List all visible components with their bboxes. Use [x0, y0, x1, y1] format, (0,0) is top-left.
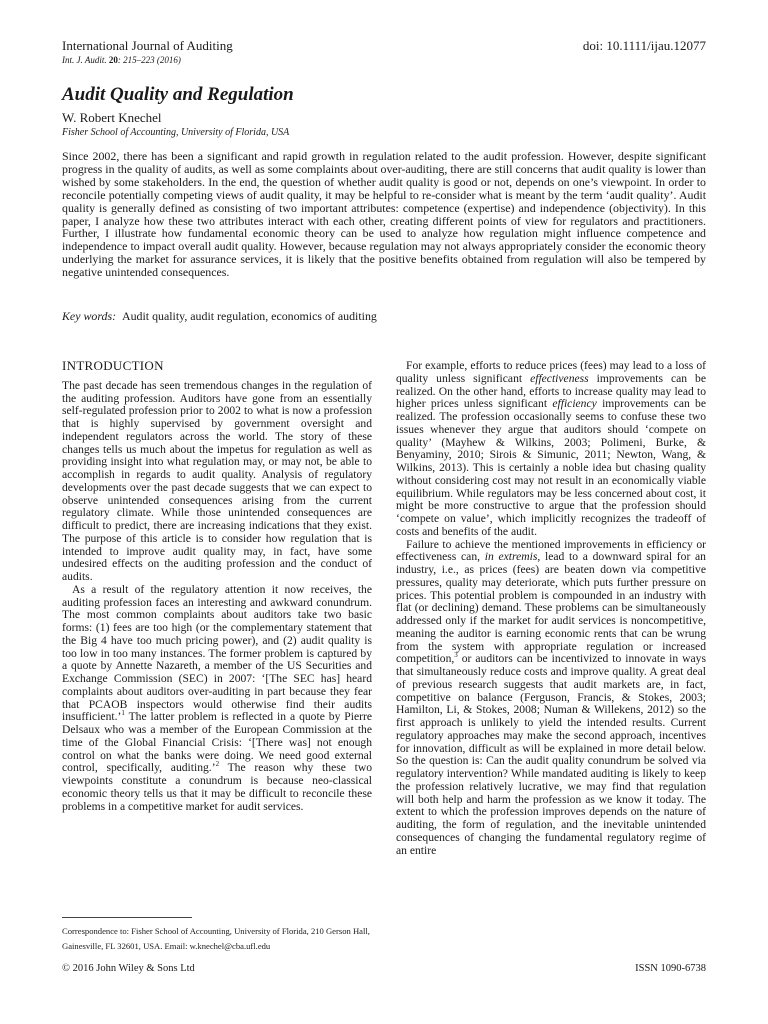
citation-volume: 20 [108, 55, 118, 65]
journal-name: International Journal of Auditing [62, 38, 233, 53]
author-affiliation: Fisher School of Accounting, University of Florida, USA [62, 127, 290, 138]
text-run: or auditors can be incentivized to innovate in ways that simultaneously reduce costs and improve quality. A great deal of previous research suggests that audit markets are, in fact, competitive on balance (Ferguson, Francis, & Stokes, 2003; Hamilton, Li, & Stokes, 2008; Numan & Willekens, 2012) so the first approach is unlikely to yield the intended results. Current regulatory approaches may make the second approach, incentives for innovation, difficult as will be explained in more detail below. So the question is: Can the audit quality conundrum be solved via regulatory intervention? While mandated auditing is likely to keep the profession relatively lucrative, we may find that regulation will both help and harm the profession as we know it today. The extent to which the profession improves depends on the nature of auditing, the form of regulation, and the inevitable unintended consequences of changing the fundamental regulatory regime of an entire [396, 652, 706, 857]
paragraph-right-2 [396, 539, 706, 858]
citation-pages: : 215–223 (2016) [117, 55, 181, 65]
left-column [62, 360, 372, 813]
footnote-ref-1[interactable]: 1 [121, 709, 125, 718]
article-title: Audit Quality and Regulation [62, 84, 294, 105]
keywords [62, 309, 706, 324]
text-run: improvements can be realized. The profession occasionally seems to confuse these two issues whenever they argue that auditors should ‘compete on quality’ (Mayhew & Wilkins, 2003; Polimeni, Burke, & Benyaminy, 2010; Sirois & Simunic, 2011; Newton, Wang, & Wilkins, 2013). This is certainly a noble idea but chasing quality without considering cost may not result in an economically viable equilibrium. While regulators may be less concerned about cost, it might be more constructive to argue that the profession should ‘compete on value’, which implicitly recognizes the tradeoff of costs and benefits of the audit. [396, 397, 706, 538]
emphasis: in extremis [484, 550, 538, 564]
text-run: Failure to achieve the mentioned improvements in efficiency or effectiveness can, [396, 537, 706, 564]
text-run: The reason why these two viewpoints constitute a conundrum is because neo-classical economic theory tells us that it may be difficult to reconcile these problems in a competitive market for audit services. [62, 761, 373, 813]
issn: ISSN 1090-6738 [635, 963, 706, 974]
emphasis: effectiveness [530, 371, 589, 385]
copyright-notice: © 2016 John Wiley & Sons Ltd [62, 963, 195, 974]
keywords-text: Audit quality, audit regulation, economics of auditing [122, 309, 377, 323]
footnote-ref-2[interactable]: 2 [215, 760, 220, 769]
citation-line [62, 55, 181, 65]
doi-link[interactable]: doi: 10.1111/ijau.12077 [582, 38, 706, 53]
text-run: As a result of the regulatory attention it now receives, the auditing profession faces an interesting and awkward conundrum. The most common complaints about auditors take two basic forms: (1) fees are too high (or the complementary statement that the Big 4 have too much pricing power), and (2) audit quality is too low in too many instances. The former problem is captured by a quote by Annette Nazareth, a member of the US Securities and Exchange Commission (SEC) in 2007: ‘[The SEC has] heard complaints about auditors over-auditing in part because they fear that PCAOB inspectors would otherwise find their audits insufficient.’ [62, 582, 372, 724]
abstract: Since 2002, there has been a significant and rapid growth in regulation related to the audit profession. However, despite significant progress in the quality of audits, as well as some complaints about over-auditing, there are still concerns that audit quality is lower than wished by some stakeholders. In the end, the question of whether audit quality is good or not, depends on one’s viewpoint. In order to reconcile potentially competing views of audit quality, it may be helpful to re-consider what is meant by the term ‘audit quality’. Audit quality is generally defined as consisting of two important attributes: competence (expertise) and independence (objectivity). In this paper, I analyze how these two attributes interact with each other, creating different points of view for regulators and practitioners. Further, I illustrate how fundamental economic theory can be used to analyze how regulation might influence competence and independence to impact overall audit quality. However, because regulation may not always appropriately consider the economic theory underlying the market for assurance services, it is likely that the positive benefits obtained from regulation will also be tempered by negative unintended consequences. [62, 149, 706, 280]
paragraph-intro-2 [62, 584, 372, 814]
author-name: W. Robert Knechel [62, 110, 162, 125]
text-run: , lead to a downward spiral for an industry, i.e., as prices (fees) are beaten down via competitive pressures, quality may deteriorate, which puts further pressure on prices. This potential problem is compounded in an industry with flat (or declining) demand. These problems can be simultaneously addressed only if the market for audit services is noncompetitive, meaning the auditor is earning economic rents that can be wrung from the system with appropriate regulation or increased competition, [396, 550, 706, 666]
text-run: The latter problem is reflected in a quote by Pierre Delsaux who was a member of the European Commission at the time of the Global Financial Crisis: ‘[There was] not enough control on what the banks were doing. We need good external control, specifically, auditing.’ [62, 710, 372, 775]
emphasis: efficiency [552, 397, 597, 411]
paragraph-intro-1: The past decade has seen tremendous changes in the regulation of the auditing profession. Auditors have gone from an essentially self-regulated profession prior to 2002 to what is now a profession that is highly supervised by government oversight and independent regulators across the world. The story of these changes tells us much about the impetus for regulation as well as providing insight into what regulation may, or may not, be able to accomplish in regards to audit quality. Analysis of regulatory developments over the past decade suggests that we can expect to observe unintended consequences arising from the current regulatory climate. While those unintended consequences are difficult to predict, there are increasing indications that they exist. The purpose of this article is to consider how regulation that is intended to improve audit quality may, in fact, have some undesired effects on the auditing profession and the conduct of audits. [62, 378, 372, 583]
keywords-label: Key words: [62, 309, 117, 323]
footnote-ref-3[interactable]: 3 [454, 651, 458, 660]
text-run: For example, efforts to reduce prices (fees) may lead to a loss of quality unless significant [396, 359, 706, 385]
paragraph-right-1 [396, 360, 706, 539]
footnote-divider [62, 917, 192, 918]
correspondence-note: Correspondence to: Fisher School of Accounting, University of Florida, 210 Gerson Hall, Gainesville, FL 32601, USA. Email: w.knechel@cba.ufl.edu [62, 926, 370, 951]
right-column [396, 360, 706, 857]
section-heading: INTRODUCTION [62, 358, 164, 373]
text-run: improvements can be realized. On the other hand, efforts to increase quality may lead to higher prices unless significant [396, 371, 706, 411]
citation-abbrev: Int. J. Audit. [62, 55, 107, 65]
